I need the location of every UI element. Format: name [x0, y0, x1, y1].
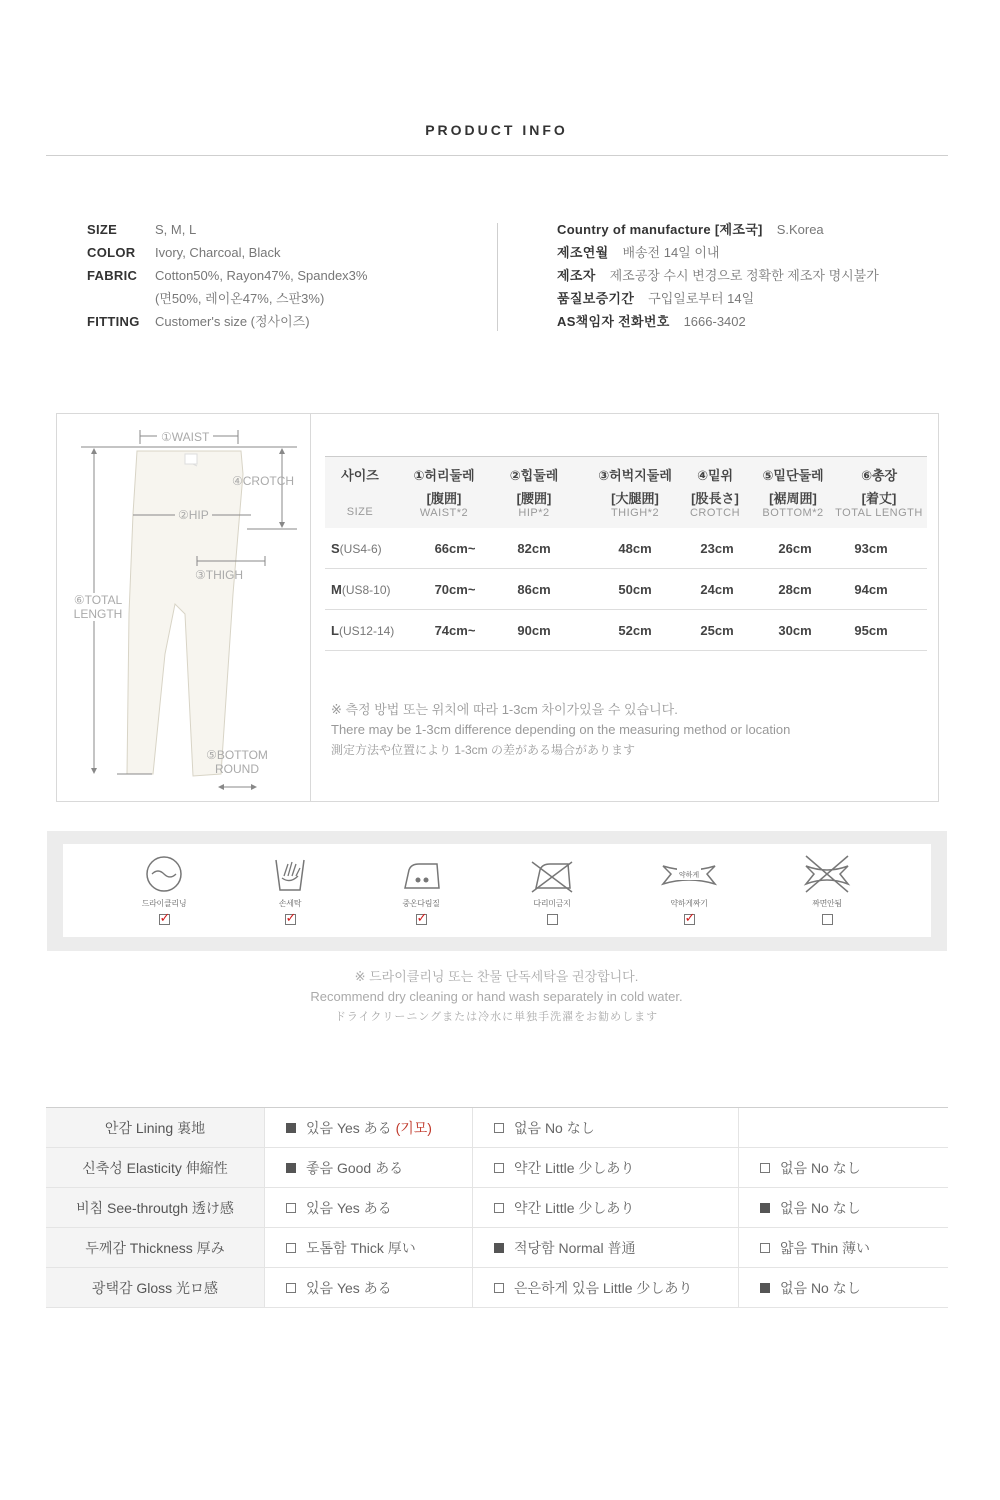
info-key: FITTING — [87, 314, 140, 329]
info-row-fitting — [87, 312, 487, 335]
info-row-size — [87, 220, 487, 243]
prop-row-lining — [46, 1108, 948, 1148]
label-bottom-round — [201, 748, 273, 776]
prop-option[interactable] — [472, 1228, 738, 1267]
care-checkbox-no-wring[interactable] — [822, 914, 833, 925]
info-row-fabric — [87, 266, 487, 289]
info-key: FABRIC — [87, 268, 138, 283]
option-box[interactable] — [286, 1243, 296, 1253]
label-bottom-line1: ⑤BOTTOM — [206, 748, 268, 762]
option-text: 없음 No なし — [780, 1199, 861, 1216]
size-us: (US12-14) — [338, 624, 395, 638]
option-box[interactable] — [494, 1203, 504, 1213]
cell-total: 94cm — [854, 582, 888, 597]
info-row-warranty — [557, 289, 957, 312]
option-text: 얇음 Thin 薄い — [780, 1239, 871, 1256]
option-box[interactable] — [760, 1163, 770, 1173]
info-key: AS책임자 전화번호 — [557, 314, 670, 329]
cell-waist: 70cm~ — [434, 582, 476, 597]
info-key: SIZE — [87, 222, 118, 237]
prop-option[interactable] — [738, 1268, 948, 1307]
option-text: 없음 No なし — [514, 1119, 595, 1136]
prop-label: 두께감 Thickness 厚み — [46, 1228, 264, 1267]
info-value: 1666-3402 — [683, 314, 746, 329]
header-en: SIZE — [346, 506, 374, 518]
care-label: 짜면안됨 — [812, 899, 842, 908]
prop-option-empty — [738, 1108, 948, 1147]
title-divider — [46, 155, 948, 156]
info-value: S, M, L — [155, 222, 197, 237]
info-key: Country of manufacture [제조국] — [557, 222, 763, 237]
option-text: 은은하게 있음 Little 少しあり — [514, 1279, 693, 1296]
header-jp: [腰囲] — [516, 491, 552, 506]
care-panel-inner — [63, 844, 931, 937]
header-hip — [495, 465, 573, 519]
care-item-no-iron — [512, 854, 592, 925]
info-value: S.Korea — [776, 222, 824, 237]
cell-hip: 90cm — [517, 623, 551, 638]
info-divider — [497, 223, 498, 331]
size-table-header — [325, 456, 927, 528]
label-total-line2: LENGTH — [73, 607, 123, 621]
info-row-as-phone — [557, 312, 957, 335]
info-row-maker — [557, 266, 957, 289]
care-note-en: Recommend dry cleaning or hand wash separately in cold water. — [310, 989, 683, 1004]
info-value: (면50%, 레이온47%, 스판3%) — [155, 291, 325, 306]
prop-row-gloss — [46, 1268, 948, 1308]
option-text: 있음 Yes ある — [306, 1199, 392, 1216]
cell-crotch: 23cm — [700, 541, 734, 556]
prop-row-elasticity — [46, 1148, 948, 1188]
prop-option[interactable] — [472, 1268, 738, 1307]
header-en: HIP*2 — [518, 507, 550, 519]
label-crotch: ④CROTCH — [232, 474, 295, 488]
cell-thigh: 48cm — [618, 541, 652, 556]
row-size — [331, 541, 382, 556]
note-en: There may be 1-3cm difference depending on the measuring method or location — [331, 722, 791, 737]
option-box[interactable] — [494, 1123, 504, 1133]
option-box[interactable] — [494, 1163, 504, 1173]
care-panel — [47, 831, 947, 951]
header-jp: [着丈] — [861, 491, 897, 506]
info-key: 제조연월 — [557, 245, 609, 260]
care-checkbox-dry-clean[interactable] — [159, 914, 170, 925]
prop-option[interactable] — [472, 1108, 738, 1147]
care-checkbox-no-iron[interactable] — [547, 914, 558, 925]
size-us: (US8-10) — [341, 583, 391, 597]
info-row-fabric-kr — [87, 289, 487, 312]
header-jp: [大腿囲] — [611, 491, 659, 506]
option-text: 좋음 Good ある — [306, 1159, 404, 1176]
cell-thigh: 52cm — [618, 623, 652, 638]
header-en: WAIST*2 — [419, 507, 469, 519]
option-extra: (기모) — [395, 1119, 432, 1136]
info-row-date — [557, 243, 957, 266]
option-text: 약간 Little 少しあり — [514, 1159, 635, 1176]
option-box[interactable] — [494, 1283, 504, 1293]
header-jp: [裾周囲] — [769, 491, 817, 506]
option-text: 없음 No なし — [780, 1279, 861, 1296]
header-jp: [腹囲] — [426, 491, 462, 506]
cell-waist: 66cm~ — [434, 541, 476, 556]
prop-option[interactable] — [738, 1148, 948, 1187]
care-notes — [0, 967, 993, 1027]
prop-option[interactable] — [264, 1188, 472, 1227]
header-crotch — [680, 465, 750, 519]
prop-row-see-through — [46, 1188, 948, 1228]
option-box-checked[interactable] — [494, 1243, 504, 1253]
gentle-wring-badge: 약하게 — [678, 871, 700, 879]
cell-waist: 74cm~ — [434, 623, 476, 638]
info-value: Cotton50%, Rayon47%, Spandex3% — [155, 268, 368, 283]
care-item-medium-iron — [381, 854, 461, 925]
gentle-wring-icon — [659, 854, 719, 894]
care-note-jp: ドライクリーニングまたは冷水に単独手洗濯をお勧めします — [334, 1011, 659, 1023]
care-label: 중온다림질 — [402, 899, 440, 908]
info-row-color — [87, 243, 487, 266]
care-item-no-wring — [787, 854, 867, 925]
prop-option[interactable] — [264, 1228, 472, 1267]
option-text: 약간 Little 少しあり — [514, 1199, 635, 1216]
header-jp — [325, 488, 395, 506]
info-value: 배송전 14일 이내 — [622, 245, 720, 260]
label-total-line1: ⑥TOTAL — [73, 593, 123, 607]
cell-thigh: 50cm — [618, 582, 652, 597]
prop-option[interactable] — [264, 1148, 472, 1187]
header-jp: [股長さ] — [691, 491, 739, 506]
info-key: COLOR — [87, 245, 136, 260]
dry-clean-icon — [144, 854, 184, 894]
label-total-length — [69, 593, 127, 621]
label-waist: ①WAIST — [157, 430, 213, 444]
header-bottom — [753, 465, 833, 519]
option-text: 도톰함 Thick 厚い — [306, 1239, 416, 1256]
note-kr: ※ 측정 방법 또는 위치에 따라 1-3cm 차이가있을 수 있습니다. — [331, 702, 678, 717]
care-label: 약하게짜기 — [670, 899, 708, 908]
header-kr: ①허리둘레 — [413, 468, 475, 483]
prop-label: 안감 Lining 裏地 — [46, 1108, 264, 1147]
table-row-s — [325, 528, 927, 569]
care-checkbox-medium-iron[interactable] — [416, 914, 427, 925]
cell-total: 95cm — [854, 623, 888, 638]
measurement-notes — [331, 700, 790, 760]
label-thigh: ③THIGH — [195, 568, 244, 582]
cell-hip: 82cm — [517, 541, 551, 556]
care-checkbox-gentle-wring[interactable] — [684, 914, 695, 925]
cell-crotch: 24cm — [700, 582, 734, 597]
header-kr: ⑤밑단둘레 — [762, 468, 824, 483]
cell-total: 93cm — [854, 541, 888, 556]
medium-iron-icon — [399, 854, 443, 894]
cell-bottom: 26cm — [778, 541, 812, 556]
info-value: 제조공장 수시 변경으로 정확한 제조자 명시불가 — [609, 268, 879, 283]
prop-option[interactable] — [264, 1108, 472, 1147]
prop-option[interactable] — [472, 1148, 738, 1187]
size-table — [325, 456, 927, 651]
size-letter: S — [331, 541, 340, 556]
header-size — [325, 465, 395, 518]
header-total — [831, 465, 927, 519]
option-text: 적당함 Normal 普通 — [514, 1239, 636, 1256]
option-box[interactable] — [760, 1243, 770, 1253]
info-value: Customer's size (정사이즈) — [155, 314, 310, 329]
table-row-m — [325, 569, 927, 610]
row-size — [331, 582, 391, 597]
cell-bottom: 28cm — [778, 582, 812, 597]
label-hip: ②HIP — [175, 508, 212, 522]
info-key — [87, 289, 155, 312]
prop-label: 신축성 Elasticity 伸縮性 — [46, 1148, 264, 1187]
row-size — [331, 623, 394, 638]
header-en: CROTCH — [689, 507, 741, 519]
care-label: 손세탁 — [278, 899, 302, 908]
header-kr: ②힙둘레 — [509, 468, 559, 483]
care-item-gentle-wring — [649, 854, 729, 925]
fabric-properties-table — [46, 1107, 948, 1308]
header-en: TOTAL LENGTH — [835, 507, 923, 519]
prop-row-thickness — [46, 1228, 948, 1268]
option-box-checked[interactable] — [286, 1163, 296, 1173]
option-box-checked[interactable] — [760, 1283, 770, 1293]
care-label: 드라이클리닝 — [141, 899, 187, 908]
header-en: THIGH*2 — [610, 507, 660, 519]
header-en: BOTTOM*2 — [762, 507, 824, 519]
option-box-checked[interactable] — [286, 1123, 296, 1133]
prop-label: 비침 See-throutgh 透け感 — [46, 1188, 264, 1227]
pants-diagram — [57, 414, 310, 801]
care-item-hand-wash — [250, 854, 330, 925]
info-key: 제조자 — [557, 268, 596, 283]
care-label: 다리미금지 — [533, 899, 571, 908]
no-iron-icon — [530, 854, 574, 894]
info-right — [557, 220, 957, 335]
prop-option[interactable] — [472, 1188, 738, 1227]
header-kr: ⑥총장 — [860, 468, 898, 483]
option-box[interactable] — [286, 1203, 296, 1213]
info-value: 구입일로부터 14일 — [648, 291, 755, 306]
header-thigh — [580, 465, 690, 519]
header-waist — [403, 465, 485, 519]
info-value: Ivory, Charcoal, Black — [155, 245, 281, 260]
info-key: 품질보증기간 — [557, 291, 635, 306]
header-kr: ④밑위 — [696, 468, 734, 483]
no-wring-icon — [802, 854, 852, 894]
option-box-checked[interactable] — [760, 1203, 770, 1213]
size-letter: M — [331, 582, 342, 597]
prop-label: 광택감 Gloss 光ロ感 — [46, 1268, 264, 1307]
care-item-dry-clean — [124, 854, 204, 925]
option-box[interactable] — [286, 1283, 296, 1293]
page-title: PRODUCT INFO — [425, 122, 568, 138]
option-text: 없음 No なし — [780, 1159, 861, 1176]
size-letter: L — [331, 623, 339, 638]
prop-option[interactable] — [738, 1228, 948, 1267]
table-row-l — [325, 610, 927, 651]
cell-bottom: 30cm — [778, 623, 812, 638]
care-checkbox-hand-wash[interactable] — [285, 914, 296, 925]
cell-crotch: 25cm — [700, 623, 734, 638]
note-jp: 測定方法や位置により 1-3cm の差がある場合があります — [331, 743, 636, 757]
header-kr: 사이즈 — [341, 468, 379, 483]
cell-hip: 86cm — [517, 582, 551, 597]
info-left — [87, 220, 487, 335]
chart-divider — [310, 414, 311, 801]
option-text: 있음 Yes ある — [306, 1119, 392, 1136]
prop-option[interactable] — [738, 1188, 948, 1227]
size-us: (US4-6) — [339, 542, 382, 556]
hand-wash-icon — [270, 854, 310, 894]
option-text: 있음 Yes ある — [306, 1279, 392, 1296]
header-kr: ③허벅지둘레 — [598, 468, 672, 483]
care-note-kr: ※ 드라이클리닝 또는 찬물 단독세탁을 권장합니다. — [354, 969, 639, 984]
info-row-country — [557, 220, 957, 243]
prop-option[interactable] — [264, 1268, 472, 1307]
label-bottom-line2: ROUND — [215, 762, 259, 776]
